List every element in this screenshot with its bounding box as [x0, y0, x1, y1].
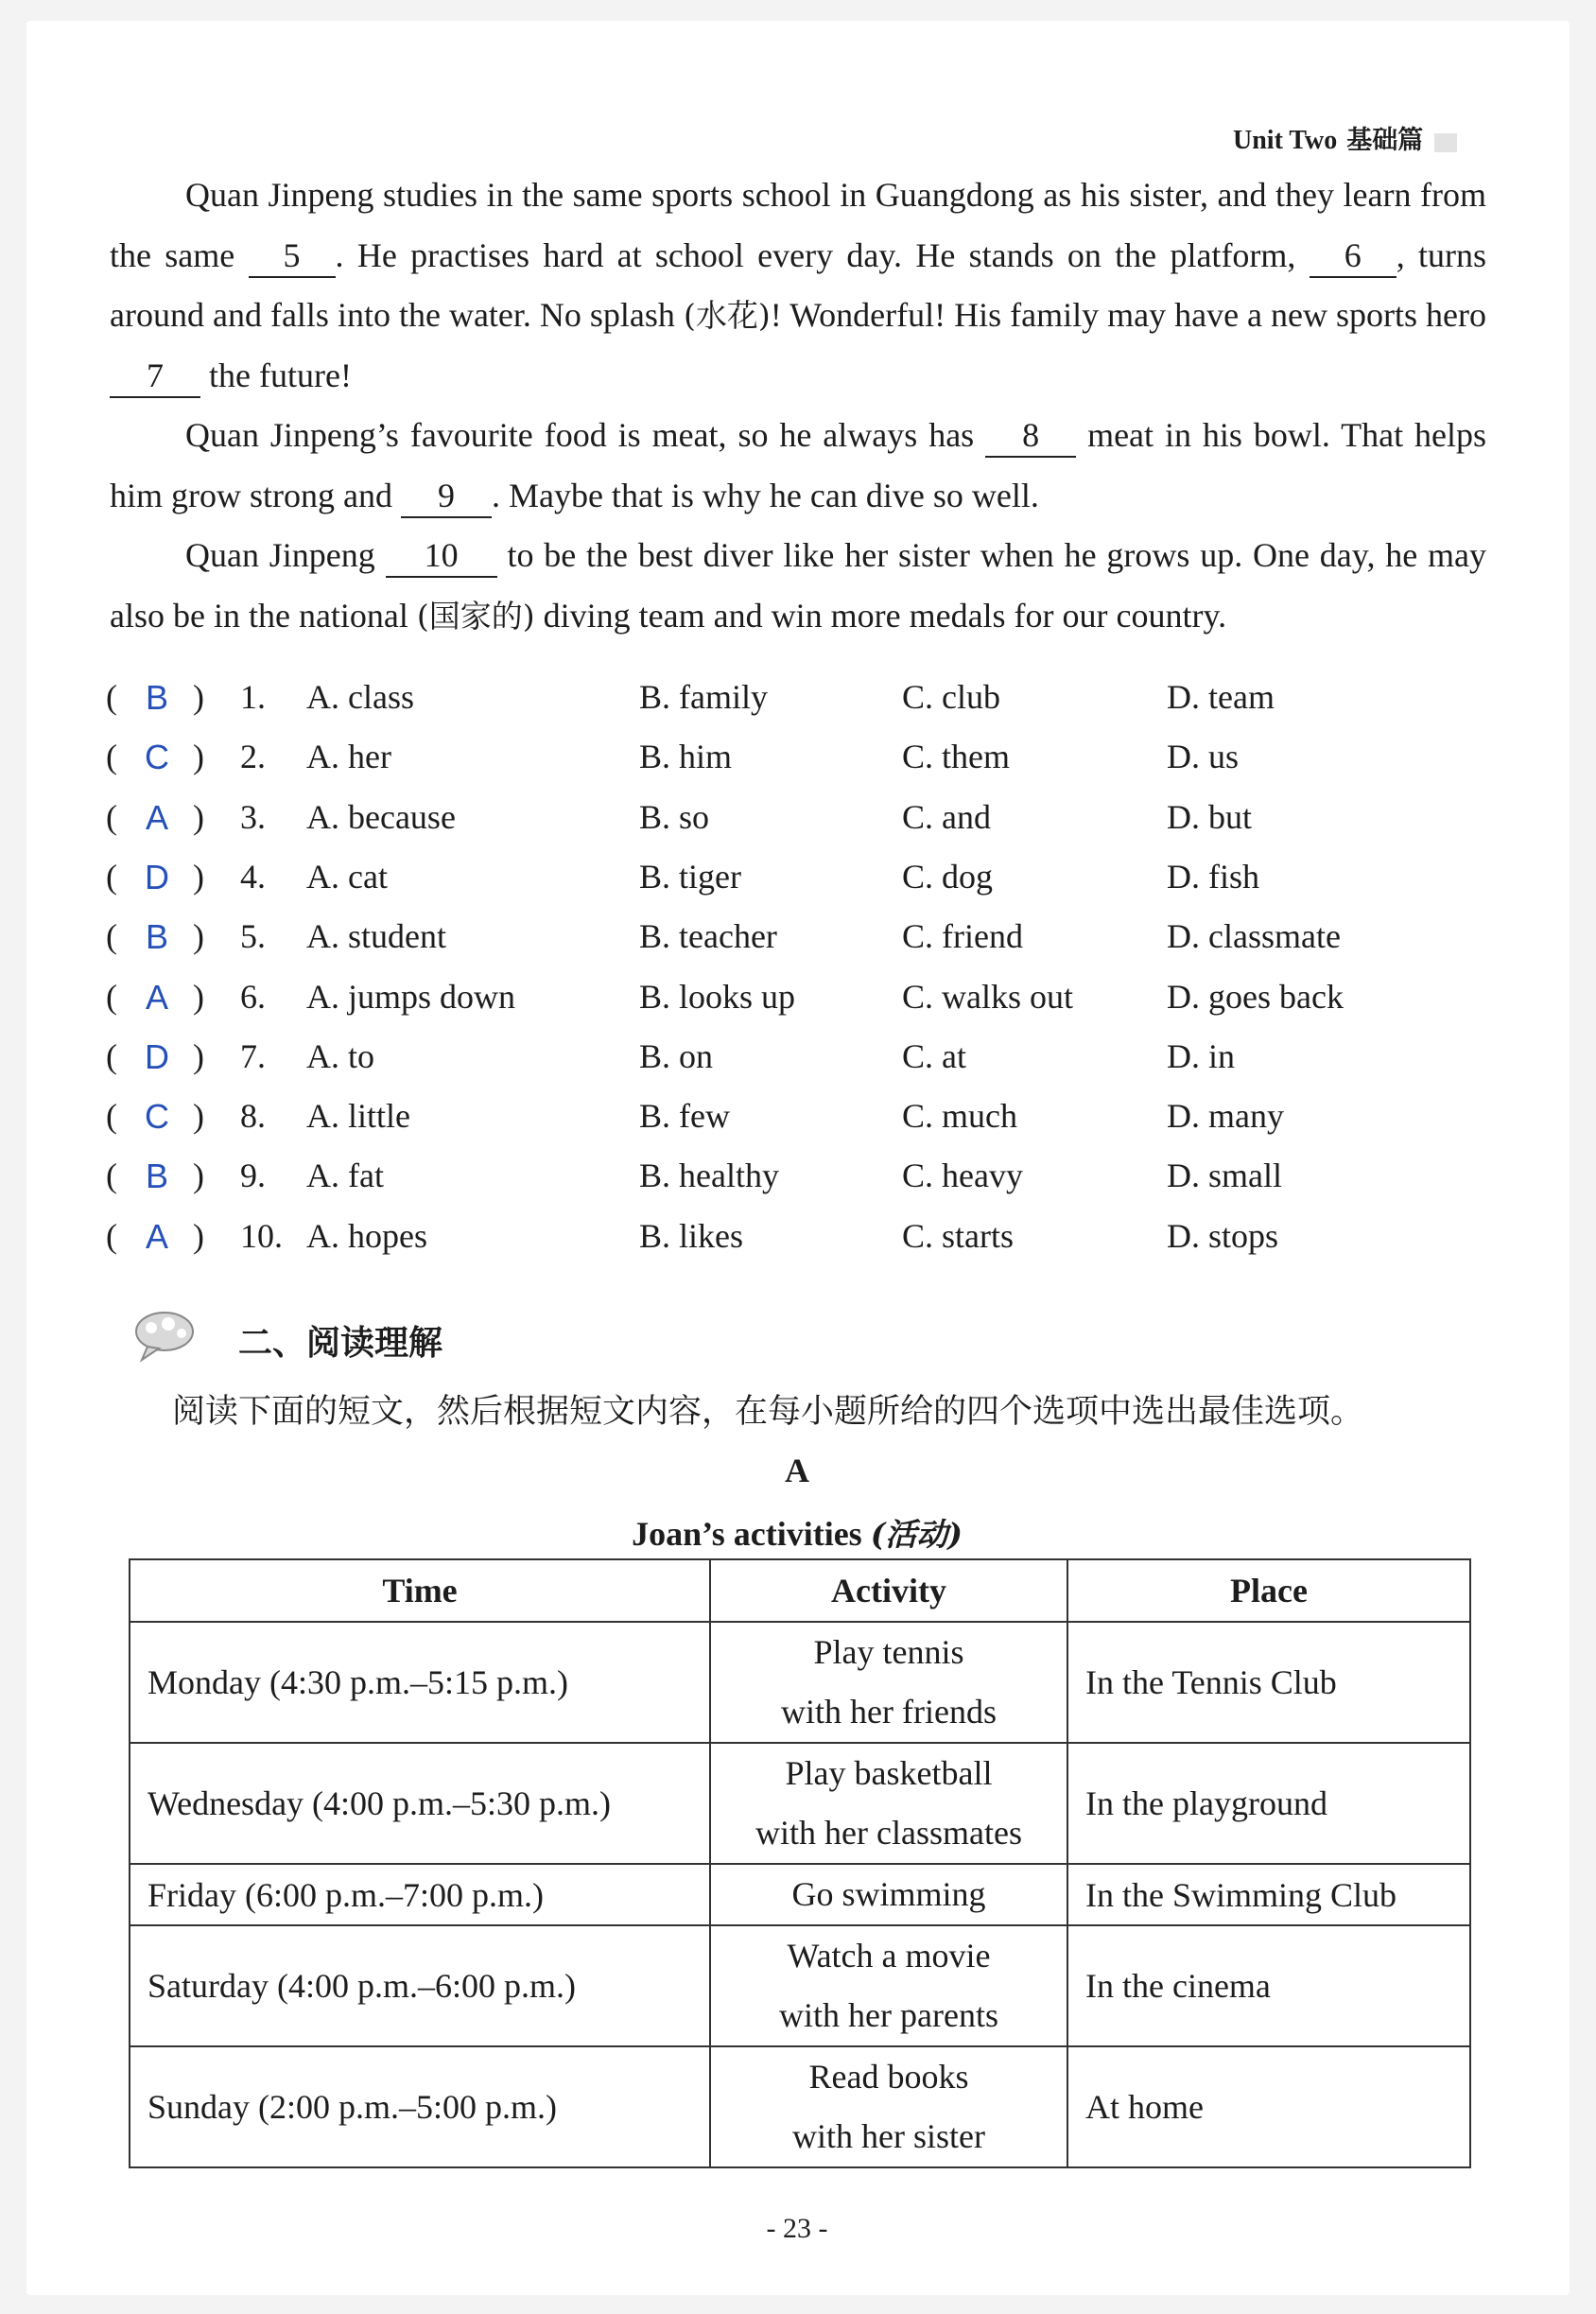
open-paren: (: [106, 797, 117, 836]
passage-letter: A: [785, 1452, 809, 1489]
question-row: [106, 847, 1524, 907]
close-paren: ): [193, 738, 204, 776]
table-row: [130, 1622, 1470, 1743]
answer-letter: C: [145, 1097, 169, 1137]
text: diving team and win more medals for our country.: [543, 596, 1227, 635]
answer-letter: B: [145, 678, 168, 717]
cell-time: Wednesday (4:00 p.m.–5:30 p.m.): [130, 1743, 710, 1864]
cell-place: In the Tennis Club: [1067, 1622, 1470, 1743]
activity-line-2: with her parents: [779, 1996, 998, 2034]
option-c: C. much: [902, 1097, 1017, 1136]
cell-place: At home: [1067, 2046, 1470, 2167]
blank-10: 10: [386, 534, 497, 578]
option-c: C. them: [902, 738, 1010, 776]
question-row: [106, 668, 1524, 727]
cell-time: Saturday (4:00 p.m.–6:00 p.m.): [130, 1925, 710, 2046]
option-d: D. us: [1167, 738, 1240, 776]
cloze-paragraph-3: [110, 526, 1486, 646]
open-paren: (: [106, 678, 117, 716]
answer-letter: A: [145, 977, 168, 1017]
text: . He practises hard at school every day. He stands on the platform,: [335, 235, 1296, 274]
question-number: 4.: [240, 857, 266, 896]
chinese-gloss: (水花): [683, 297, 771, 334]
text: , turns around and falls into the water. No splash: [110, 235, 1487, 334]
blank-8: 8: [985, 414, 1076, 458]
page-number: - 23 -: [766, 2213, 828, 2244]
answer-letter: B: [145, 1157, 168, 1196]
blank-9: 9: [401, 475, 492, 518]
unit-label: Unit Two: [1233, 126, 1338, 155]
cell-time: Sunday (2:00 p.m.–5:00 p.m.): [130, 2046, 710, 2167]
option-c: C. at: [902, 1036, 966, 1075]
speech-bubble-icon: [130, 1307, 200, 1366]
cell-activity: [710, 1622, 1067, 1743]
option-a: A. to: [306, 1036, 374, 1075]
question-number: 3.: [240, 797, 266, 836]
close-paren: ): [193, 977, 204, 1016]
open-paren: (: [106, 738, 117, 776]
option-d: D. many: [1167, 1097, 1284, 1136]
table-row: [130, 1864, 1470, 1925]
option-c: C. heavy: [902, 1157, 1023, 1195]
table-row: [130, 1925, 1470, 2046]
cell-place: In the Swimming Club: [1067, 1864, 1470, 1925]
option-a: A. because: [306, 797, 456, 836]
activity-line-1: Play tennis: [813, 1633, 964, 1671]
answer-letter: A: [145, 1216, 168, 1256]
text: Quan Jinpeng’s favourite food is meat, so he always has: [185, 416, 975, 454]
page: [26, 21, 1570, 2295]
option-c: C. starts: [902, 1216, 1015, 1255]
page-header: [1233, 119, 1457, 156]
cell-activity: [710, 2046, 1067, 2167]
answer-letter: B: [145, 917, 168, 957]
cell-place: In the cinema: [1067, 1925, 1470, 2046]
option-c: C. dog: [902, 857, 994, 896]
cell-time: Monday (4:30 p.m.–5:15 p.m.): [130, 1622, 710, 1743]
question-number: 7.: [240, 1036, 266, 1075]
option-a: A. cat: [306, 857, 388, 896]
open-paren: (: [106, 1036, 117, 1075]
answer-letter: C: [145, 738, 169, 777]
header-tab-icon: [1434, 133, 1457, 152]
cell-activity: [710, 1743, 1067, 1864]
option-b: B. tiger: [639, 857, 741, 896]
table-row: [130, 1743, 1470, 1864]
question-number: 9.: [240, 1157, 266, 1195]
table-title-text: Joan’s activities: [632, 1515, 862, 1553]
question-row: [106, 788, 1524, 847]
answer-letter: D: [145, 1036, 169, 1076]
option-c: C. walks out: [902, 977, 1074, 1016]
close-paren: ): [193, 1157, 204, 1195]
cloze-paragraph-2: [110, 406, 1486, 526]
option-b: B. healthy: [639, 1157, 779, 1195]
header-place: Place: [1067, 1559, 1470, 1622]
text: to be the best diver like her sister when he grows up. One day, he may also be in the national: [110, 536, 1487, 635]
option-d: D. team: [1167, 678, 1275, 716]
text: Quan Jinpeng studies in the same sports school in Guangdong as his sister, and they learn from the same: [110, 176, 1486, 274]
question-number: 6.: [240, 977, 266, 1016]
activity-line-1: Watch a movie: [787, 1937, 991, 1975]
text: ! Wonderful! His family may have a new sports hero: [770, 296, 1487, 334]
question-row: [106, 907, 1524, 966]
section-heading: [130, 1305, 603, 1373]
answer-letter: D: [145, 857, 169, 896]
open-paren: (: [106, 1216, 117, 1255]
cell-activity: [710, 1864, 1067, 1925]
close-paren: ): [193, 678, 204, 716]
answer-letter: A: [145, 797, 168, 837]
cell-time: Friday (6:00 p.m.–7:00 p.m.): [130, 1864, 710, 1925]
option-d: D. in: [1167, 1036, 1235, 1075]
option-d: D. fish: [1167, 857, 1259, 896]
option-a: A. little: [306, 1097, 410, 1136]
text: the future!: [209, 356, 352, 394]
table-header-row: [130, 1559, 1470, 1622]
question-row: [106, 967, 1524, 1027]
close-paren: ): [193, 857, 204, 896]
section-label: 基础篇: [1346, 126, 1424, 155]
question-row: [106, 1087, 1524, 1146]
question-number: 1.: [240, 678, 266, 716]
option-b: B. him: [639, 738, 733, 776]
question-number: 5.: [240, 917, 266, 956]
close-paren: ): [193, 797, 204, 836]
open-paren: (: [106, 857, 117, 896]
table-title: [26, 1510, 1568, 1555]
option-b: B. few: [639, 1097, 730, 1136]
option-a: A. jumps down: [306, 977, 516, 1016]
option-c: C. club: [902, 678, 1000, 716]
close-paren: ): [193, 1216, 204, 1255]
activity-line-1: Play basketball: [785, 1754, 993, 1792]
question-number: 8.: [240, 1097, 266, 1136]
cloze-paragraph-1: [110, 165, 1486, 406]
blank-7: 7: [110, 355, 200, 398]
option-c: C. friend: [902, 917, 1023, 956]
option-b: B. teacher: [639, 917, 777, 956]
blank-5: 5: [249, 235, 336, 278]
header-activity: Activity: [710, 1559, 1067, 1622]
question-row: [106, 1146, 1524, 1206]
blank-6: 6: [1310, 235, 1396, 278]
text: meat in his bowl. That helps him grow strong and: [110, 416, 1486, 514]
option-d: D. but: [1167, 797, 1252, 836]
header-time: Time: [130, 1559, 710, 1622]
option-d: D. small: [1167, 1157, 1282, 1195]
open-paren: (: [106, 1097, 117, 1136]
activity-line-1: Go swimming: [791, 1875, 986, 1913]
table-title-gloss: (活动): [870, 1516, 963, 1553]
open-paren: (: [106, 1157, 117, 1195]
option-c: C. and: [902, 797, 991, 836]
instruction: 阅读下面的短文，然后根据短文内容，在每小题所给的四个选项中选出最佳选项。: [172, 1393, 1364, 1431]
activities-table: [129, 1558, 1471, 2168]
table-row: [130, 2046, 1470, 2167]
cell-activity: [710, 1925, 1067, 2046]
chinese-gloss: (国家的): [416, 597, 535, 635]
option-a: A. class: [306, 678, 414, 716]
close-paren: ): [193, 917, 204, 956]
option-a: A. student: [306, 917, 446, 956]
option-a: A. fat: [306, 1157, 384, 1195]
close-paren: ): [193, 1036, 204, 1075]
question-row: [106, 727, 1524, 787]
option-b: B. looks up: [639, 977, 796, 1016]
option-b: B. so: [639, 797, 710, 836]
text: . Maybe that is why he can dive so well.: [491, 476, 1039, 514]
option-d: D. goes back: [1167, 977, 1344, 1016]
activity-line-2: with her friends: [781, 1693, 997, 1731]
option-b: B. family: [639, 678, 768, 716]
section-title: 二、阅读理解: [238, 1324, 443, 1363]
activity-line-2: with her sister: [792, 2117, 985, 2155]
activity-line-1: Read books: [808, 2058, 969, 2096]
option-d: D. classmate: [1167, 917, 1341, 956]
cell-place: In the playground: [1067, 1743, 1470, 1864]
open-paren: (: [106, 917, 117, 956]
question-number: 10.: [240, 1216, 283, 1255]
option-d: D. stops: [1167, 1216, 1279, 1255]
text: Quan Jinpeng: [185, 536, 375, 574]
question-number: 2.: [240, 738, 266, 776]
option-a: A. her: [306, 738, 391, 776]
activity-line-2: with her classmates: [755, 1814, 1022, 1852]
option-b: B. likes: [639, 1216, 744, 1255]
option-b: B. on: [639, 1036, 714, 1075]
question-row: [106, 1027, 1524, 1087]
question-row: [106, 1207, 1524, 1266]
open-paren: (: [106, 977, 117, 1016]
option-a: A. hopes: [306, 1216, 427, 1255]
close-paren: ): [193, 1097, 204, 1136]
